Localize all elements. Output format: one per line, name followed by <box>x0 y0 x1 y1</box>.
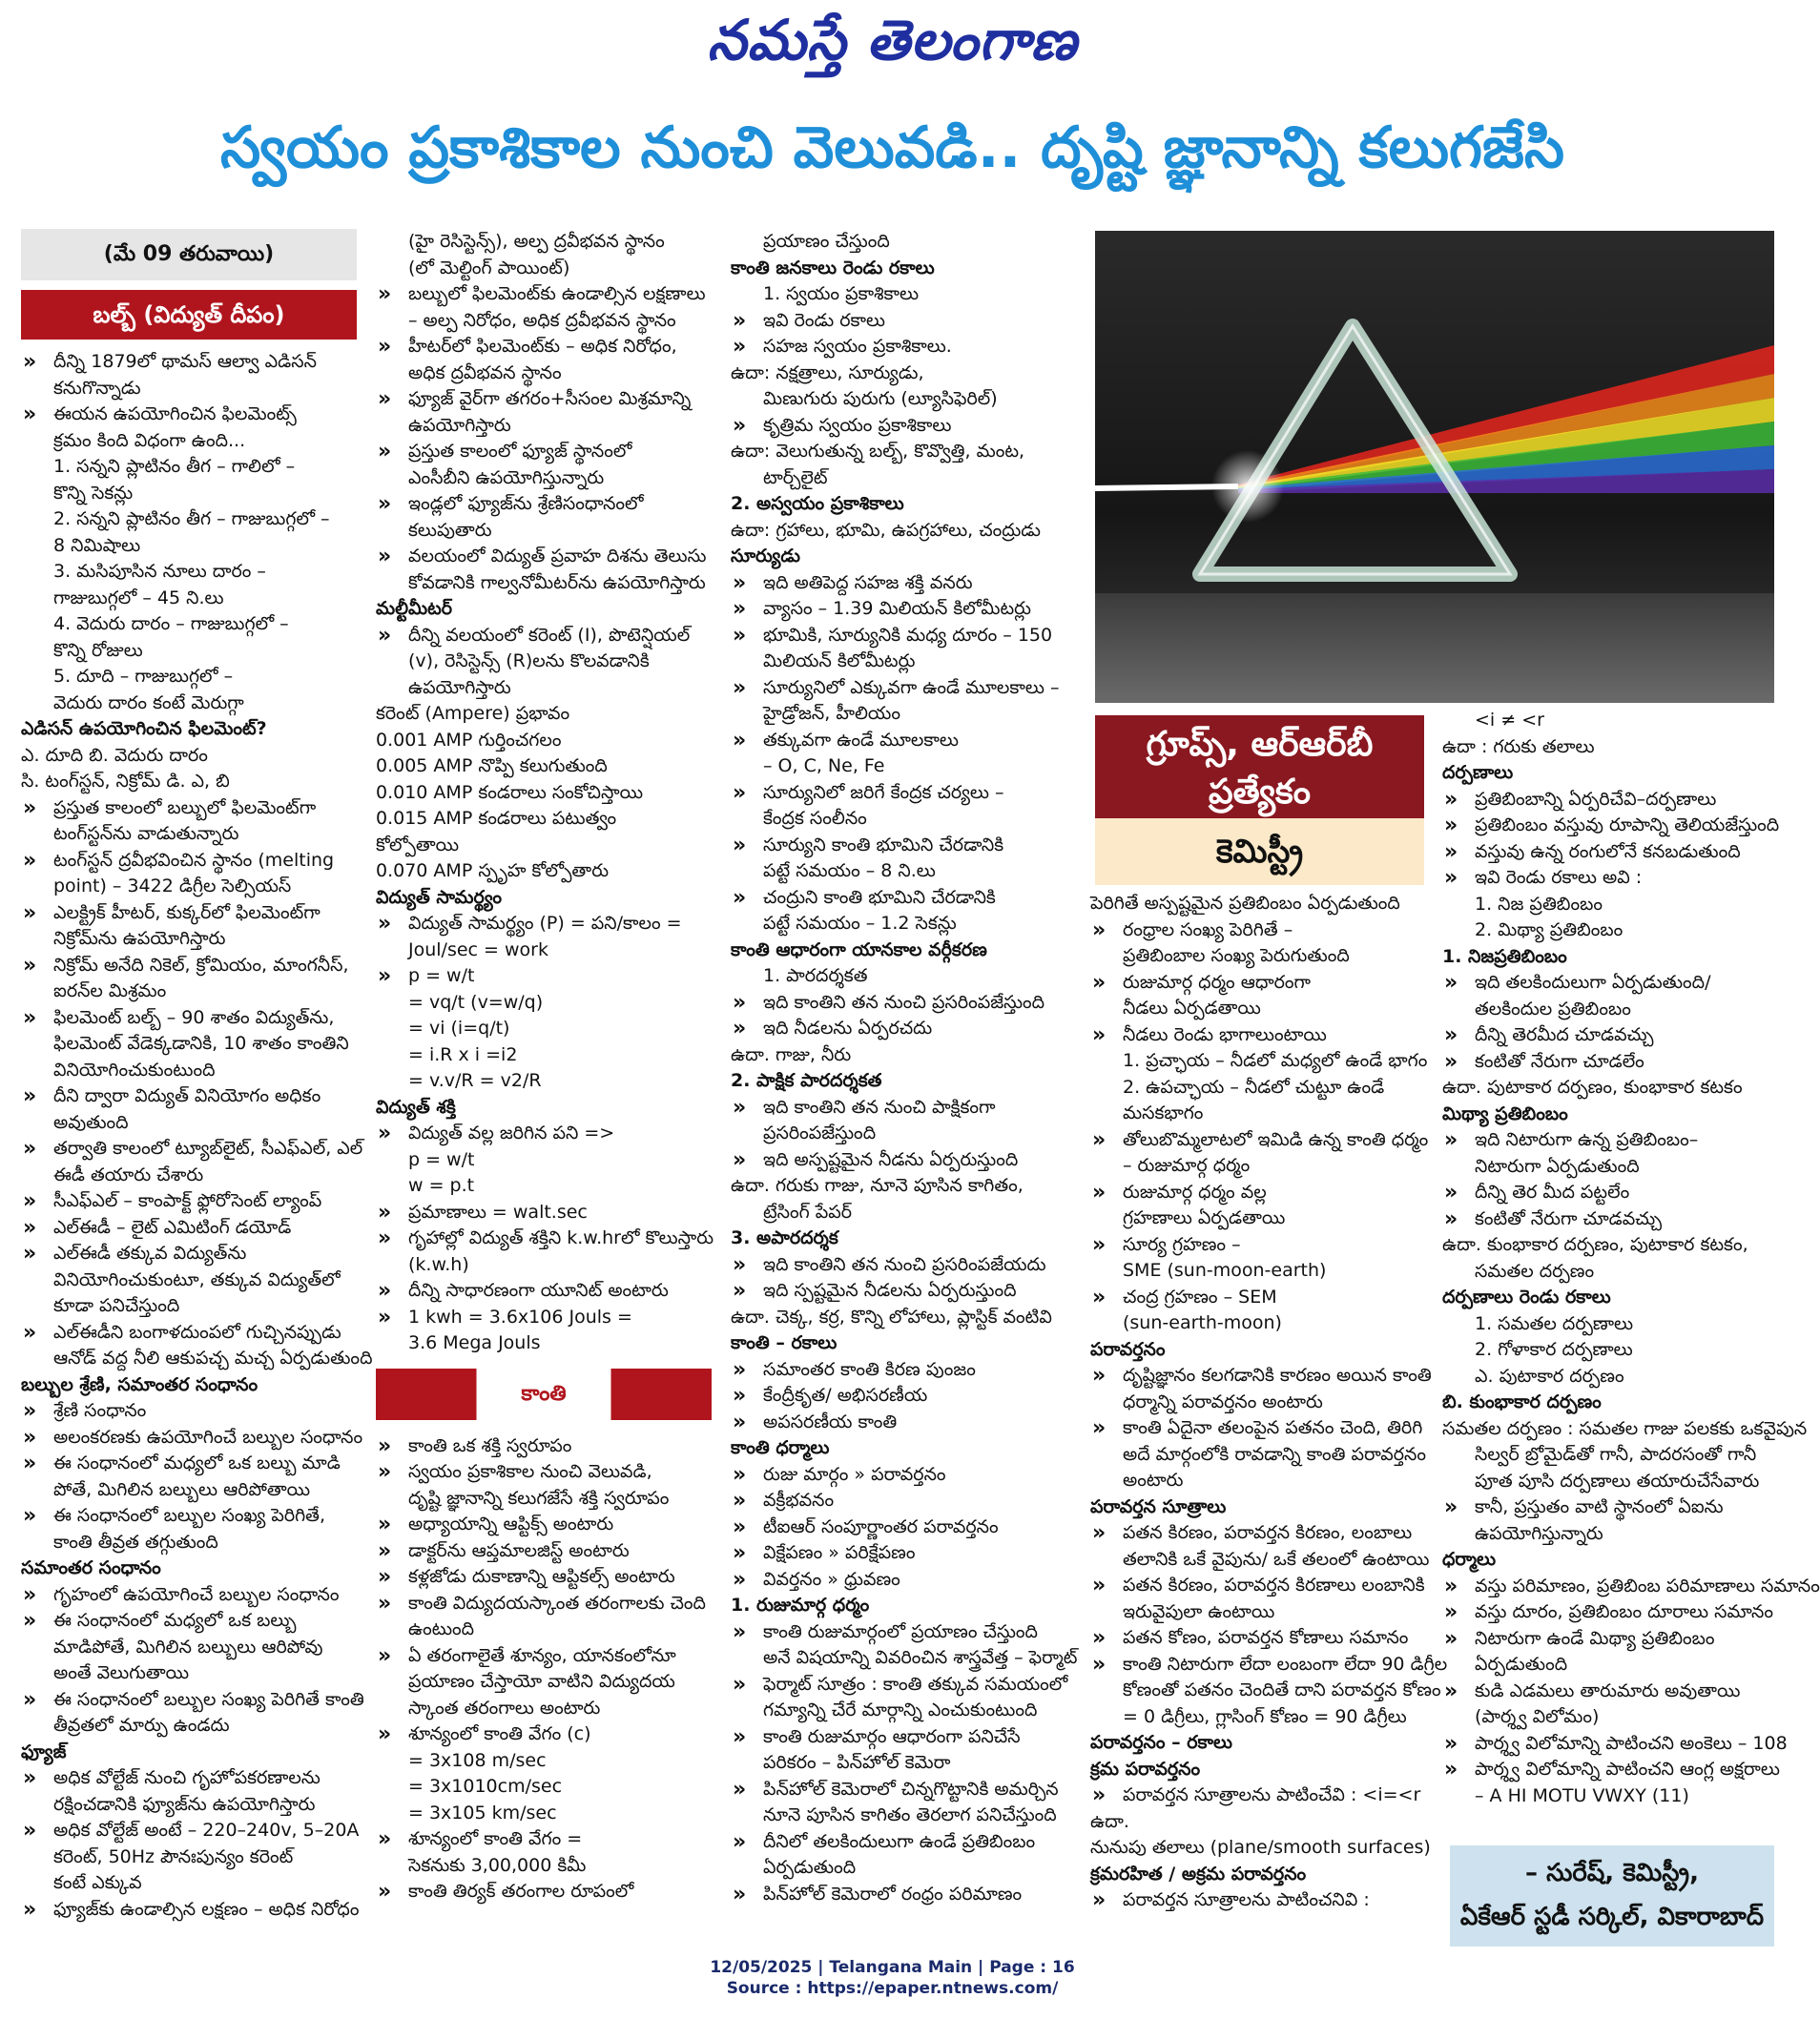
bullet-item: » పిన్‌హోల్ కెమెరాలో చిన్నగొట్టానికి అమర్చిన <box>731 1777 1069 1803</box>
bullet-item: » కానీ, ప్రస్తుతం వాటి స్థానంలో ఏఐను <box>1442 1494 1769 1521</box>
bullet-item: » అపసరణీయ కాంతి <box>731 1410 1069 1436</box>
text-line: 2. మిథ్యా ప్రతిబింబం <box>1475 919 1624 940</box>
page-footer <box>0 1957 1785 1999</box>
special-line-1: గ్రూప్స్, ఆర్ఆర్‌బీ <box>1146 725 1374 764</box>
bullet-item: » నిటారుగా ఉండే మిథ్యా ప్రతిబింబం <box>1442 1626 1769 1653</box>
text-line: ఉదా: గ్రహాలు, భూమి, ఉపగ్రహాలు, చంద్రుడు <box>731 519 1041 541</box>
bullet-item: » బల్బులో ఫిలమెంట్‌కు ఉండాల్సిన లక్షణాలు <box>376 281 712 308</box>
column-5-text <box>1442 708 1820 1809</box>
bullet-item: » కాంతి రుజుమార్గం ఆధారంగా పనిచేసే <box>731 1724 1069 1751</box>
text-line: టంగ్‌స్టన్‌ను వాడుతున్నారు <box>53 823 239 844</box>
light-flare <box>1211 450 1284 523</box>
bullet-item: » సూర్యునిలో జరిగే కేంద్రక చర్యలు – <box>731 780 1069 807</box>
text-line: వినియోగించుకుంటూ, తక్కువ విద్యుత్‌లో <box>53 1268 341 1290</box>
bullet-item: » శ్రేణి సంధానం <box>21 1398 357 1425</box>
text-line: అవుతుంది <box>53 1111 129 1133</box>
section-title-light-label: కాంతి <box>511 1381 575 1408</box>
text-line: అదే మార్గంలోకి రావడాన్ని కాంతి పరావర్తనం <box>1123 1443 1426 1465</box>
bullet-item: » ఈయన ఉపయోగించిన ఫిలమెంట్స్ <box>21 402 357 428</box>
prism-illustration <box>1095 231 1774 703</box>
text-line: (హై రెసిస్టెన్స్), అల్ప ద్రవీభవన స్థానం <box>408 231 665 252</box>
bullet-item: » కంటితో నేరుగా చూడవచ్చు <box>1442 1206 1769 1233</box>
text-line: పట్టే సమయం – 8 ని.లు <box>763 860 936 881</box>
subheading: పరావర్తనం <box>1090 1338 1166 1360</box>
subheading: 1. నిజప్రతిబింబం <box>1442 945 1567 967</box>
bullet-item: » ఇది స్పష్టమైన నీడలను ఏర్పరుస్తుంది <box>731 1278 1069 1305</box>
bullet-item: » వస్తు దూరం, ప్రతిబింబం దూరాలు సమానం <box>1442 1599 1769 1626</box>
text-line: ట్రేసింగ్ పేపర్ <box>763 1201 853 1223</box>
text-line: ప్రసరింపజేస్తుంది <box>763 1123 877 1143</box>
bullet-item: » సమాంతర కాంతి కిరణ పుంజం <box>731 1357 1069 1384</box>
text-line: 1. సన్నని ప్లాటినం తీగ – గాలిలో – <box>53 456 296 477</box>
text-line: ప్రతిబింబాల సంఖ్య పెరుగుతుంది <box>1123 945 1350 966</box>
text-line: ఐరన్‌ల మిశ్రమం <box>53 980 167 1001</box>
text-line: కరెంట్, 50Hz పౌనఃపున్యం కరెంట్ <box>53 1845 294 1867</box>
text-line: గమ్యాన్ని చేరే మార్గాన్ని ఎంచుకుంటుంది <box>763 1700 1038 1720</box>
text-line: ఎ. పుటాకార దర్పణం <box>1475 1365 1624 1387</box>
bullet-item: » వ్యాసం – 1.39 మిలియన్ కిలోమీటర్లు <box>731 596 1069 623</box>
prism-photo <box>1095 231 1774 703</box>
bullet-item: » p = w/t <box>376 963 712 990</box>
text-line: మసకభాగం <box>1123 1102 1204 1123</box>
bullet-item: » శూన్యంలో కాంతి వేగం (c) <box>376 1721 712 1748</box>
text-line: స్కాంత తరంగాలు అంటారు <box>408 1697 601 1719</box>
text-line: సమతల దర్పణం <box>1475 1260 1595 1282</box>
masthead-logo: నమస్తే తెలంగాణ <box>707 8 1078 72</box>
bullet-item: » దీన్ని సాధారణంగా యూనిట్ అంటారు <box>376 1278 712 1305</box>
text-line: ఏర్పడుతుంది <box>1475 1654 1568 1675</box>
bullet-item: » ప్రమాణాలు = walt.sec <box>376 1200 712 1226</box>
subheading: దర్పణాలు <box>1442 762 1514 783</box>
bullet-item: » నీడలు రెండు భాగాలుంటాయి <box>1090 1022 1420 1049</box>
subheading: కాంతి – రకాలు <box>731 1332 838 1353</box>
bullet-item: » రుజుమార్గ ధర్మం ఆధారంగా <box>1090 970 1420 997</box>
bullet-item: » సూర్యుని కాంతి భూమిని చేరడానికి <box>731 833 1069 859</box>
bullet-item: » పార్శ్వ విలోమాన్ని పాటించని ఆంగ్ల అక్షరాలు <box>1442 1757 1769 1783</box>
text-line: గ్రహణాలు ఏర్పడతాయి <box>1123 1207 1286 1228</box>
bullet-item: » టంగ్‌స్టన్ ద్రవీభవించిన స్థానం (melting <box>21 848 357 875</box>
text-line: ఉదా. పుటాకార దర్పణం, కుంభాకార కటకం <box>1442 1077 1743 1098</box>
bullet-item: » చంద్ర గ్రహణం – SEM <box>1090 1285 1420 1311</box>
bullet-item: » ఎల్ఈడీని బంగాళదుంపలో గుచ్చినప్పుడు <box>21 1320 357 1347</box>
subheading: పరావర్తన సూత్రాలు <box>1090 1495 1227 1517</box>
bullet-item: » కాంతి విద్యుదయస్కాంత తరంగాలకు చెంది <box>376 1591 712 1617</box>
subheading: 2. పాక్షిక పారదర్శకత <box>731 1070 882 1091</box>
bullet-item: » రుజు మార్గం » పరావర్తనం <box>731 1462 1069 1489</box>
text-line: ఉదా: వెలుగుతున్న బల్బ్, కొవ్వొత్తి, మంట, <box>731 441 1025 462</box>
bullet-item: » ఈ సంధానంలో బల్బుల సంఖ్య పెరిగితే, <box>21 1503 357 1530</box>
text-line: కొన్ని సెకన్లు <box>53 482 134 504</box>
text-line: <i ≠ <r <box>1475 710 1544 731</box>
author-name: – సురేష్, కెమిస్ట్రీ, <box>1525 1859 1699 1887</box>
text-line: = vi (i=q/t) <box>408 1018 510 1039</box>
text-line: పోతే, మిగిలిన బల్బులు ఆరిపోతాయి <box>53 1478 311 1500</box>
text-line: ఈడీ తయారు చేశారు <box>53 1164 204 1185</box>
text-line: ధర్మాన్ని పరావర్తనం అంటారు <box>1123 1391 1323 1412</box>
bullet-item: » అధిక వోల్టేజ్ అంటే – 220–240v, 5–20A <box>21 1818 357 1844</box>
subheading: ధర్మాలు <box>1442 1549 1497 1570</box>
text-line: ఉదా. కుంభాకార దర్పణం, పుటాకార కటకం, <box>1442 1234 1748 1255</box>
text-line: వెదురు దారం కంటే మెరుగ్గా <box>53 691 244 713</box>
text-line: (పార్శ్వ విలోమం) <box>1475 1706 1600 1727</box>
bullet-item: » పతన కిరణం, పరావర్తన కిరణం, లంబాలు <box>1090 1520 1420 1547</box>
text-line: 1. స్వయం ప్రకాశికాలు <box>763 283 920 304</box>
section-title-light <box>376 1369 712 1420</box>
bullet-item: » ఈ సంధానంలో బల్బుల సంఖ్య పెరిగితే కాంతి <box>21 1687 357 1714</box>
text-line: ప్రయాణం చేస్తాయో వాటిని విద్యుదయ <box>408 1671 675 1692</box>
text-line: పూత పూసి దర్పణాలు తయారుచేసేవారు <box>1475 1470 1760 1492</box>
text-line: (sun-earth-moon) <box>1123 1312 1282 1333</box>
column-3-text <box>731 229 1078 1907</box>
bullet-item: » ప్రతిబింబం వస్తువు రూపాన్ని తెలియజేస్తుంది <box>1442 813 1769 839</box>
subheading: మల్టీమీటర్ <box>376 598 453 619</box>
bullet-item: » పార్శ్వ విలోమాన్ని పాటించని అంకెలు – 108 <box>1442 1731 1769 1758</box>
text-line: ఉపయోగిస్తారు <box>408 676 511 698</box>
text-line: కరెంట్ (Ampere) ప్రభావం <box>376 703 570 724</box>
text-line: నిటారుగా ఏర్పడుతుంది <box>1475 1155 1640 1177</box>
text-line: = 0 డిగ్రీలు, గ్లాసింగ్ కోణం = 90 డిగ్రీలు <box>1123 1705 1407 1727</box>
subheading: విద్యుత్ శక్తి <box>376 1096 456 1118</box>
subheading: బి. కుంభాకార దర్పణం <box>1442 1391 1602 1412</box>
text-line: వినియోగించుకుంటుంది <box>53 1059 216 1081</box>
text-line: 1. సమతల దర్పణాలు <box>1475 1312 1634 1334</box>
text-line: మాడిపోతే, మిగిలిన బల్బులు ఆరిపోవు <box>53 1636 323 1658</box>
text-line: 3.6 Mega Jouls <box>408 1332 541 1353</box>
bullet-item: » ఫ్యూజ్‌కు ఉండాల్సిన లక్షణం – అధిక నిరోధం <box>21 1897 357 1924</box>
continued-label: (మే 09 తరువాయి) <box>21 229 357 280</box>
bullet-item: » వస్తు పరిమాణం, ప్రతిబింబ పరిమాణాలు సమానం <box>1442 1574 1769 1600</box>
bullet-item: » ఈ సంధానంలో మధ్యలో ఒక బల్బు మాడి <box>21 1451 357 1477</box>
floor-surface <box>1095 593 1774 703</box>
author-affiliation: ఏకేఆర్ స్టడీ సర్కిల్, వికారాబాద్ <box>1459 1903 1765 1931</box>
text-line: ఉదా: నక్షత్రాలు, సూర్యుడు, <box>731 361 924 383</box>
text-line: = 3x1010cm/sec <box>408 1776 563 1797</box>
special-feature-box <box>1095 715 1424 885</box>
bullet-item: » అలంకరణకు ఉపయోగించే బల్బుల సంధానం <box>21 1425 357 1452</box>
text-line: 4. వెదురు దారం – గాజుబుగ్గలో – <box>53 613 289 634</box>
special-banner <box>1095 715 1424 818</box>
text-line: 0.001 AMP గుర్తించగలం <box>376 729 562 751</box>
bullet-item: » ఫ్యూజ్ వైర్‌గా తగరం+సీసంల మిశ్రమాన్ని <box>376 386 712 413</box>
page-headline: స్వయం ప్రకాశికాల నుంచి వెలువడి.. దృష్టి జ్ఞానాన్ని కలుగజేసి <box>219 114 1565 181</box>
bullet-item: » కంటితో నేరుగా చూడలేం <box>1442 1049 1769 1076</box>
text-line: Joul/sec = work <box>408 938 548 960</box>
text-line: – అల్ప నిరోధం, అధిక ద్రవీభవన స్థానం <box>408 309 676 331</box>
bullet-item: » విద్యుత్ వల్ల జరిగిన పని => <box>376 1121 712 1147</box>
bullet-item: » సహజ స్వయం ప్రకాశికాలు. <box>731 334 1069 361</box>
bullet-item: » ఏ తరంగాలైతే శూన్యం, యానకంలోనూ <box>376 1643 712 1670</box>
special-line-2: ప్రత్యేకం <box>1209 773 1311 812</box>
bullet-item: » కేంద్రీకృత/ అభిసరణీయ <box>731 1383 1069 1410</box>
subheading: కాంతి ఆధారంగా యానకాల వర్గీకరణ <box>731 938 987 960</box>
text-line: 0.010 AMP కండరాలు సంకోచిస్తాయి <box>376 781 644 803</box>
text-line: 1. పారదర్శకత <box>763 965 868 986</box>
bullet-item: » డాక్టర్‌ను ఆప్తమాలజిస్ట్ అంటారు <box>376 1538 712 1565</box>
text-line: ఉంటుంది <box>408 1618 475 1639</box>
bullet-item: » గృహంలో ఉపయోగించే బల్బుల సంధానం <box>21 1582 357 1609</box>
bullet-item: » వివర్తనం » ధ్రువణం <box>731 1567 1069 1594</box>
column-4 <box>1090 891 1448 1914</box>
text-line: క్రమం కింది విధంగా ఉంది... <box>53 429 246 451</box>
bullet-item: » శూన్యంలో కాంతి వేగం = <box>376 1826 712 1853</box>
bullet-item: » ఇది కాంతిని తన నుంచి ప్రసరింపజేస్తుంది <box>731 990 1069 1017</box>
text-line: ఫిలమెంట్ వేడెక్కడానికి, 10 శాతం కాంతిని <box>53 1033 349 1054</box>
bullet-item: » కళ్లజోడు దుకాణాన్ని ఆప్టికల్స్ అంటారు <box>376 1564 712 1591</box>
bullet-item: » ఇవి రెండు రకాలు అవి : <box>1442 865 1769 892</box>
text-line: కంటే ఎక్కువ <box>53 1872 142 1893</box>
text-line: గాజుబుగ్గలో – 45 ని.లు <box>53 587 224 608</box>
text-line: కాంతి తీవ్రత తగ్గుతుంది <box>53 1531 218 1553</box>
text-line: ఏర్పడుతుంది <box>763 1857 857 1878</box>
text-line: నీడలు ఏర్పడతాయి <box>1123 998 1261 1019</box>
text-line: (లో మెల్టింగ్ పాయింట్) <box>408 257 570 278</box>
text-line: సి. టంగ్‌స్టన్, నిక్రోమ్ డి. ఎ, బి <box>21 771 230 792</box>
bullet-item: » కుడి ఎడమలు తారుమారు అవుతాయి <box>1442 1679 1769 1705</box>
text-line: 1. నిజ ప్రతిబింబం <box>1475 893 1603 915</box>
text-line: రక్షించడానికి ఫ్యూజ్‌ను ఉపయోగిస్తారు <box>53 1793 316 1815</box>
text-line: సెకనుకు 3,00,000 కిమీ <box>408 1854 587 1876</box>
text-line: కోణంతో పతనం చెందితే దాని పరావర్తన కోణం <box>1123 1679 1441 1700</box>
subheading: బల్బుల శ్రేణి, సమాంతర సంధానం <box>21 1373 259 1395</box>
column-3 <box>731 229 1078 1907</box>
text-line: కోవడానికి గాల్వనోమీటర్‌ను ఉపయోగిస్తారు <box>408 571 706 593</box>
bullet-item: » నిక్రోమ్ అనేది నికెల్, క్రోమియం, మాంగనీస్, <box>21 953 357 979</box>
text-line: ఆనోడ్ వద్ద నీలి ఆకుపచ్చ మచ్చ ఏర్పడుతుంది <box>53 1348 373 1369</box>
text-line: = vq/t (v=w/q) <box>408 991 544 1013</box>
bullet-item: » ప్రస్తుత కాలంలో బల్బులో ఫిలమెంట్‌గా <box>21 795 357 822</box>
text-line: – A HI MOTU VWXY (11) <box>1475 1784 1689 1806</box>
bullet-item: » 1 kwh = 3.6x106 Jouls = <box>376 1305 712 1331</box>
bullet-item: » సీఎఫ్‌ఎల్ – కాంపాక్ట్ ఫ్లోరోసెంట్ ల్యాంప్ <box>21 1188 357 1215</box>
text-line: p = w/t <box>408 1148 475 1170</box>
text-line: నూనె పూసిన కాగితం తెరలాగ పనిచేస్తుంది <box>763 1804 1057 1825</box>
text-line: నిక్రోమ్‌ను ఉపయోగిస్తారు <box>53 928 226 949</box>
footer-source: Source : https://epaper.ntnews.com/ <box>726 1979 1059 1998</box>
bullet-item: » దీన్ని తెరమీద చూడవచ్చు <box>1442 1022 1769 1049</box>
text-line: అంటారు <box>1123 1470 1184 1491</box>
text-line: సిల్వర్ బ్రోమైడ్‌తో గానీ, పాదరసంతో గానీ <box>1475 1444 1757 1465</box>
text-line: – రుజుమార్గ ధర్మం <box>1123 1155 1251 1176</box>
bullet-item: » ఇది నిటారుగా ఉన్న ప్రతిబింబం– <box>1442 1127 1769 1154</box>
subheading: 1. రుజుమార్గ ధర్మం <box>731 1595 870 1616</box>
text-line: కొన్ని రోజులు <box>53 639 143 661</box>
bullet-item: » కాంతి నిటారుగా లేదా లంబంగా లేదా 90 డిగ్రీల <box>1090 1652 1420 1679</box>
column-4-text <box>1090 891 1448 1914</box>
text-line: ఇరువైపులా ఉంటాయి <box>1123 1600 1275 1622</box>
bullet-item: » సూర్యునిలో ఎక్కువగా ఉండే మూలకాలు – <box>731 675 1069 702</box>
bullet-item: » ప్రస్తుత కాలంలో ఫ్యూజ్ స్థానంలో <box>376 439 712 465</box>
text-line: నునుపు తలాలు (plane/smooth surfaces) <box>1090 1837 1431 1858</box>
bullet-item: » ఎల్ఈడీ – లైట్ ఎమిటింగ్ డయోడ్ <box>21 1215 357 1242</box>
text-line: = 3x105 km/sec <box>408 1802 557 1823</box>
text-line: పెరిగితే అస్పష్టమైన ప్రతిబింబం ఏర్పడుతుంది <box>1090 893 1400 914</box>
bullet-item: » ఇండ్లలో ఫ్యూజ్‌ను శ్రేణిసంధానంలో <box>376 491 712 518</box>
bullet-item: » టీఐఆర్ సంపూర్ణాంతర పరావర్తనం <box>731 1514 1069 1541</box>
text-line: 2. గోళాకార దర్పణాలు <box>1475 1339 1633 1360</box>
bullet-item: » కాంతి ఏదైనా తలంపైన పతనం చెంది, తిరిగి <box>1090 1415 1420 1442</box>
bullet-item: » ఇది కాంతిని తన నుంచి ప్రసరింపజేయదు <box>731 1252 1069 1279</box>
text-line: ఉదా. <box>1090 1810 1129 1832</box>
subheading: క్రమ పరావర్తనం <box>1090 1758 1201 1780</box>
subheading: మిథ్యా ప్రతిబింబం <box>1442 1102 1568 1124</box>
text-line: – O, C, Ne, Fe <box>763 755 885 776</box>
bullet-item: » ఇది అతిపెద్ద సహజ శక్తి వనరు <box>731 570 1069 597</box>
text-line: = v.v/R = v2/R <box>408 1070 542 1091</box>
bullet-item: » దీన్ని తెర మీద పట్టలేం <box>1442 1180 1769 1206</box>
subheading: కాంతి జనకాలు రెండు రకాలు <box>731 257 935 278</box>
text-line: తలానికి ఒకే వైపును/ ఒకే తలంలో ఉంటాయి <box>1123 1548 1430 1570</box>
bullet-item: » దీనిలో తలకిందులుగా ఉండే ప్రతిబింబం <box>731 1829 1069 1856</box>
text-line: 0.070 AMP స్పృహ కోల్పోతారు <box>376 860 610 881</box>
text-line: ఉదా : గరుకు తలాలు <box>1442 735 1595 757</box>
bullet-item: » పరావర్తన సూత్రాలను పాటించేవి : <i=<r <box>1090 1782 1420 1809</box>
subheading: విద్యుత్ సామర్థ్యం <box>376 886 503 908</box>
text-line: కూడా పనిచేస్తుంది <box>53 1295 180 1316</box>
bullet-item: » దీన్ని 1879లో థామస్ ఆల్వా ఎడిసన్ <box>21 349 357 376</box>
text-line: అనే విషయాన్ని వివరించిన శాస్త్రవేత్త – ఫెర్మాట్ <box>763 1647 1078 1668</box>
text-line: హైడ్రోజన్, హీలియం <box>763 703 900 724</box>
bullet-item: » వక్రీభవనం <box>731 1488 1069 1514</box>
text-line: 0.015 AMP కండరాలు పటుత్వం <box>376 808 617 829</box>
text-line: 0.005 AMP నొప్పి కలుగుతుంది <box>376 755 608 776</box>
column-2-light-text <box>376 1433 712 1906</box>
bullet-item: » పరావర్తన సూత్రాలను పాటించనివి : <box>1090 1887 1420 1914</box>
text-line: ఉదా. గాజు, నీరు <box>731 1043 852 1065</box>
text-line: టార్చ్‌లైట్ <box>763 466 828 488</box>
text-line: ఉపయోగిస్తారు <box>408 414 511 436</box>
text-line: = i.R x i =i2 <box>408 1043 518 1065</box>
text-line: తలకిందుల ప్రతిబింబం <box>1475 998 1631 1020</box>
subheading: 3. అపారదర్శక <box>731 1227 838 1248</box>
text-line: ఉపయోగిస్తున్నారు <box>1475 1522 1603 1544</box>
bullet-item: » తక్కువగా ఉండే మూలకాలు <box>731 728 1069 754</box>
text-line: కనుగొన్నాడు <box>53 377 141 399</box>
bullet-item: » ఇది తలకిందులుగా ఏర్పడుతుంది/ <box>1442 970 1769 997</box>
footer-edition-info: 12/05/2025 | Telangana Main | Page : 16 <box>710 1958 1075 1977</box>
subheading: క్రమరహిత / అక్రమ పరావర్తనం <box>1090 1863 1307 1885</box>
subheading: పరావర్తనం – రకాలు <box>1090 1732 1232 1753</box>
bullet-item: » కాంతి తిర్యక్ తరంగాల రూపంలో <box>376 1879 712 1906</box>
column-5 <box>1442 708 1820 1809</box>
text-line: తీవ్రతలో మార్పు ఉండదు <box>53 1715 230 1736</box>
text-line: 2. ఉపచ్ఛాయ – నీడలో చుట్టూ ఉండే <box>1123 1076 1385 1098</box>
bullet-item: » ఇది కాంతిని తన నుంచి పాక్షికంగా <box>731 1095 1069 1122</box>
text-line: కేంద్రక సంలీనం <box>763 808 867 829</box>
text-line: ఎంసీబీని ఉపయోగిస్తున్నారు <box>408 466 605 488</box>
bullet-item: » ఎల్ఈడీ తక్కువ విద్యుత్‌ను <box>21 1241 357 1267</box>
text-line: పట్టే సమయం – 1.2 సెకన్లు <box>763 913 957 934</box>
text-line: పరికరం – పిన్‌హోల్ కెమెరా <box>763 1752 951 1773</box>
text-line: point) – 3422 డిగ్రీల సెల్సియస్ <box>53 876 292 896</box>
bullet-item: » విక్షేపణం » పరిక్షేపణం <box>731 1540 1069 1567</box>
bullet-item: » దృష్టిజ్ఞానం కలగడానికి కారణం అయిన కాంతి <box>1090 1363 1420 1390</box>
text-line: (k.w.h) <box>408 1253 469 1275</box>
bullet-item: » పతన కోణం, పరావర్తన కోణాలు సమానం <box>1090 1625 1420 1652</box>
bullet-item: » సూర్య గ్రహణం – <box>1090 1232 1420 1259</box>
bullet-item: » వస్తువు ఉన్న రంగులోనే కనబడుతుంది <box>1442 839 1769 866</box>
text-line: దృష్టి జ్ఞానాన్ని కలుగజేసే శక్తి స్వరూపం <box>408 1487 670 1509</box>
bullet-item: » ప్రతిబింబాన్ని ఏర్పరిచేవి–దర్పణాలు <box>1442 787 1769 814</box>
bullet-item: » వలయంలో విద్యుత్ ప్రవాహ దిశను తెలుసు <box>376 544 712 570</box>
text-line: ఉదా. గరుకు గాజు, నూనె పూసిన కాగితం, <box>731 1175 1024 1196</box>
bullet-item: » విద్యుత్ సామర్థ్యం (P) = పని/కాలం = <box>376 911 712 937</box>
subheading: సూర్యుడు <box>731 546 800 567</box>
column-2 <box>376 229 712 1906</box>
text-line: 3. మసిపూసిన నూలు దారం – <box>53 561 266 582</box>
bullet-item: » తోలుబొమ్మలాటలో ఇమిడి ఉన్న కాంతి ధర్మం <box>1090 1127 1420 1154</box>
text-line: అధిక ద్రవీభవన స్థానం <box>408 361 562 383</box>
text-line: సమతల దర్పణం : సమతల గాజు పలకకు ఒకవైపున <box>1442 1417 1808 1439</box>
text-line: అంతే వెలుగుతాయి <box>53 1662 190 1683</box>
bullet-item: » గృహాల్లో విద్యుత్ శక్తిని k.w.hrలో కొలుస్తారు <box>376 1226 712 1252</box>
text-line: SME (sun-moon-earth) <box>1123 1260 1327 1281</box>
subheading: 2. అస్వయం ప్రకాశికాలు <box>731 493 904 514</box>
text-line: ప్రయాణం చేస్తుంది <box>763 231 890 252</box>
text-line: కోల్పోతాయి <box>376 834 460 855</box>
bullet-item: » ఈ సంధానంలో మధ్యలో ఒక బల్బు <box>21 1608 357 1635</box>
bullet-item: » పతన కిరణం, పరావర్తన కిరణాలు లంబానికి <box>1090 1573 1420 1599</box>
bullet-item: » రంధ్రాల సంఖ్య పెరిగితే – <box>1090 917 1420 944</box>
text-line: = 3x108 m/sec <box>408 1749 547 1771</box>
column-2-text <box>376 229 712 1357</box>
bullet-item: » ఇది అస్పష్టమైన నీడను ఏర్పరుస్తుంది <box>731 1147 1069 1174</box>
subheading: ఎడిసన్ ఉపయోగించిన ఫిలమెంట్? <box>21 718 267 739</box>
bullet-item: » హీటర్‌లో ఫిలమెంట్‌కు – అధిక నిరోధం, <box>376 334 712 361</box>
subheading: సమాంతర సంధానం <box>21 1557 161 1578</box>
text-line: మిలియన్ కిలోమీటర్లు <box>763 650 916 671</box>
subject-label: కెమిస్ట్రీ <box>1095 818 1424 885</box>
bullet-item: » ఇది నీడలను ఏర్పరచదు <box>731 1016 1069 1042</box>
subheading: దర్పణాలు రెండు రకాలు <box>1442 1287 1611 1308</box>
bullet-item: » కాంతి రుజుమార్గంలో ప్రయాణం చేస్తుంది <box>731 1619 1069 1646</box>
bullet-item: » ఫెర్మాట్ సూత్రం : కాంతి తక్కువ సమయంలో <box>731 1672 1069 1699</box>
text-line: 1. ప్రచ్ఛాయ – నీడలో మధ్యలో ఉండే భాగం <box>1123 1050 1428 1071</box>
bullet-item: » కృత్రిమ స్వయం ప్రకాశికాలు <box>731 413 1069 440</box>
text-line: ఎ. దూది బి. వెదురు దారం <box>21 744 208 766</box>
bullet-item: » ఫిలమెంట్ బల్బ్ – 90 శాతం విద్యుత్‌ను, <box>21 1005 357 1032</box>
text-line: (v), రెసిస్టెన్స్ (R)లను కొలవడానికి <box>408 650 650 671</box>
author-credit <box>1450 1845 1774 1947</box>
text-line: కలుపుతారు <box>408 519 492 541</box>
text-line: మిణుగురు పురుగు (ల్యూసిఫెరిల్) <box>763 388 998 409</box>
column-1-text <box>21 349 373 1923</box>
bullet-item: » అధిక వోల్టేజ్ నుంచి గృహోపకరణాలను <box>21 1765 357 1792</box>
text-line: ఉదా. చెక్క, కర్ర, కొన్ని లోహాలు, ప్లాస్టిక్ వంటివి <box>731 1306 1052 1328</box>
bullet-item: » అధ్యాయాన్ని ఆప్టిక్స్ అంటారు <box>376 1512 712 1538</box>
subheading: ఫ్యూజ్ <box>21 1741 67 1762</box>
section-title-bulb: బల్బ్ (విద్యుత్ దీపం) <box>21 290 357 340</box>
text-line: 8 నిమిషాలు <box>53 534 141 556</box>
bullet-item: » తర్వాతి కాలంలో ట్యూబ్‌లైట్, సీఎఫ్‌ఎల్, ఎల్ <box>21 1136 357 1163</box>
bullet-item: » రుజుమార్గ ధర్మం వల్ల <box>1090 1180 1420 1206</box>
bullet-item: » స్వయం ప్రకాశికాల నుంచి వెలువడి, <box>376 1459 712 1486</box>
bullet-item: » దీని ద్వారా విద్యుత్ వినియోగం అధికం <box>21 1083 357 1110</box>
text-line: 2. సన్నని ప్లాటినం తీగ – గాజుబుగ్గలో – <box>53 508 330 529</box>
text-line: 5. దూది – గాజుబుగ్గలో – <box>53 666 234 687</box>
bullet-item: » ఇవి రెండు రకాలు <box>731 308 1069 335</box>
bullet-item: » భూమికి, సూర్యునికి మధ్య దూరం – 150 <box>731 623 1069 649</box>
column-1 <box>21 229 373 1923</box>
subheading: కాంతి ధర్మాలు <box>731 1437 830 1458</box>
bullet-item: » దీన్ని వలయంలో కరెంట్ (I), పొటెన్షియల్ <box>376 623 712 649</box>
bullet-item: » చంద్రుని కాంతి భూమిని చేరడానికి <box>731 885 1069 912</box>
bullet-item: » ఎలక్ట్రిక్ హీటర్, కుక్కర్‌లో ఫిలమెంట్‌గా <box>21 900 357 927</box>
bullet-item: » కాంతి ఒక శక్తి స్వరూపం <box>376 1433 712 1460</box>
text-line: w = p.t <box>408 1175 475 1196</box>
bullet-item: » పిన్‌హోల్ కెమెరాలో రంధ్రం పరిమాణం <box>731 1882 1069 1908</box>
